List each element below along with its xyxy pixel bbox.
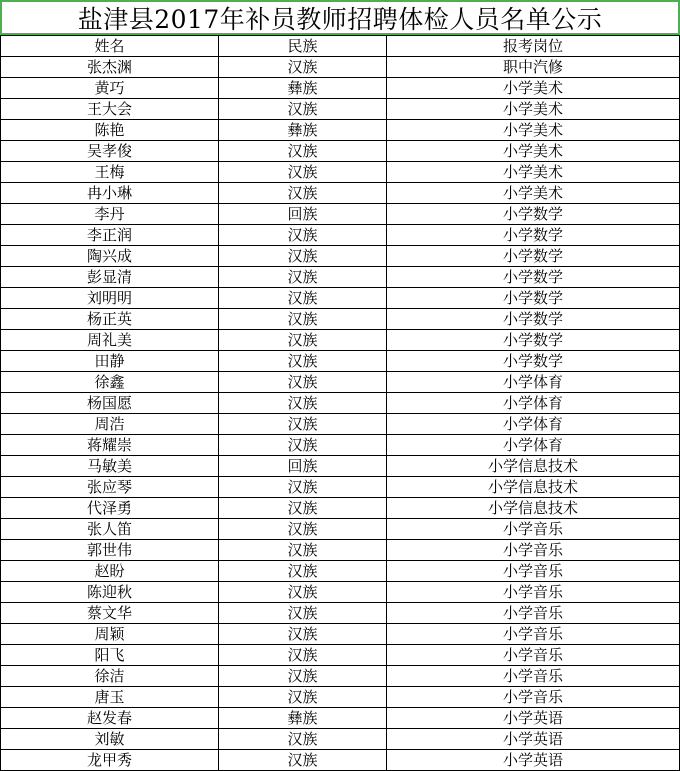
table-row bbox=[1, 645, 680, 666]
cell-ethnicity[interactable]: 汉族 bbox=[219, 435, 387, 456]
table-row bbox=[1, 309, 680, 330]
cell-ethnicity[interactable]: 彝族 bbox=[219, 120, 387, 141]
table-row bbox=[1, 750, 680, 771]
cell-position[interactable]: 小学美术 bbox=[387, 99, 680, 120]
table-body bbox=[1, 57, 680, 771]
cell-ethnicity[interactable]: 回族 bbox=[219, 456, 387, 477]
cell-position[interactable]: 小学美术 bbox=[387, 141, 680, 162]
table-row bbox=[1, 99, 680, 120]
cell-name[interactable]: 马敏美 bbox=[1, 456, 219, 477]
cell-name[interactable]: 徐鑫 bbox=[1, 372, 219, 393]
table-row bbox=[1, 456, 680, 477]
cell-ethnicity[interactable]: 汉族 bbox=[219, 246, 387, 267]
table-row bbox=[1, 666, 680, 687]
cell-name[interactable]: 李丹 bbox=[1, 204, 219, 225]
cell-name[interactable]: 陈迎秋 bbox=[1, 582, 219, 603]
cell-name[interactable]: 黄巧 bbox=[1, 78, 219, 99]
cell-ethnicity[interactable]: 汉族 bbox=[219, 540, 387, 561]
cell-ethnicity[interactable]: 汉族 bbox=[219, 267, 387, 288]
cell-name[interactable]: 王大会 bbox=[1, 99, 219, 120]
cell-position[interactable]: 小学数学 bbox=[387, 288, 680, 309]
cell-position[interactable]: 小学体育 bbox=[387, 372, 680, 393]
header-name[interactable]: 姓名 bbox=[1, 36, 219, 57]
table-row bbox=[1, 120, 680, 141]
cell-ethnicity[interactable]: 汉族 bbox=[219, 372, 387, 393]
cell-position[interactable]: 小学数学 bbox=[387, 330, 680, 351]
table-row bbox=[1, 141, 680, 162]
cell-name[interactable]: 陶兴成 bbox=[1, 246, 219, 267]
cell-name[interactable]: 周浩 bbox=[1, 414, 219, 435]
cell-name[interactable]: 冉小琳 bbox=[1, 183, 219, 204]
cell-ethnicity[interactable]: 汉族 bbox=[219, 561, 387, 582]
cell-name[interactable]: 周颖 bbox=[1, 624, 219, 645]
cell-name[interactable]: 彭显清 bbox=[1, 267, 219, 288]
cell-position[interactable]: 小学音乐 bbox=[387, 687, 680, 708]
cell-position[interactable]: 小学英语 bbox=[387, 708, 680, 729]
cell-position[interactable]: 小学美术 bbox=[387, 78, 680, 99]
cell-position[interactable]: 小学音乐 bbox=[387, 582, 680, 603]
cell-position[interactable]: 小学美术 bbox=[387, 162, 680, 183]
cell-name[interactable]: 赵发春 bbox=[1, 708, 219, 729]
cell-position[interactable]: 小学数学 bbox=[387, 351, 680, 372]
cell-name[interactable]: 蔡文华 bbox=[1, 603, 219, 624]
table-row bbox=[1, 729, 680, 750]
cell-position[interactable]: 小学音乐 bbox=[387, 624, 680, 645]
cell-position[interactable]: 小学美术 bbox=[387, 183, 680, 204]
table-row bbox=[1, 477, 680, 498]
cell-name[interactable]: 杨国愿 bbox=[1, 393, 219, 414]
cell-name[interactable]: 张人笛 bbox=[1, 519, 219, 540]
cell-ethnicity[interactable]: 汉族 bbox=[219, 330, 387, 351]
candidate-table bbox=[0, 35, 680, 771]
table-row bbox=[1, 498, 680, 519]
cell-position[interactable]: 小学音乐 bbox=[387, 603, 680, 624]
table-row bbox=[1, 540, 680, 561]
table-row bbox=[1, 330, 680, 351]
cell-position[interactable]: 小学数学 bbox=[387, 267, 680, 288]
table-row bbox=[1, 687, 680, 708]
table-row bbox=[1, 624, 680, 645]
cell-ethnicity[interactable]: 汉族 bbox=[219, 645, 387, 666]
cell-position[interactable]: 小学数学 bbox=[387, 246, 680, 267]
table-row bbox=[1, 78, 680, 99]
cell-position[interactable]: 小学音乐 bbox=[387, 645, 680, 666]
cell-position[interactable]: 小学体育 bbox=[387, 435, 680, 456]
cell-name[interactable]: 阳飞 bbox=[1, 645, 219, 666]
cell-name[interactable]: 刘明明 bbox=[1, 288, 219, 309]
cell-position[interactable]: 小学信息技术 bbox=[387, 498, 680, 519]
cell-ethnicity[interactable]: 汉族 bbox=[219, 519, 387, 540]
cell-position[interactable]: 小学美术 bbox=[387, 120, 680, 141]
cell-name[interactable]: 张应琴 bbox=[1, 477, 219, 498]
cell-name[interactable]: 陈艳 bbox=[1, 120, 219, 141]
cell-name[interactable]: 徐洁 bbox=[1, 666, 219, 687]
table-row bbox=[1, 183, 680, 204]
cell-ethnicity[interactable]: 汉族 bbox=[219, 582, 387, 603]
cell-ethnicity[interactable]: 汉族 bbox=[219, 183, 387, 204]
table-row bbox=[1, 162, 680, 183]
table-row bbox=[1, 225, 680, 246]
cell-ethnicity[interactable]: 汉族 bbox=[219, 498, 387, 519]
cell-ethnicity[interactable]: 汉族 bbox=[219, 624, 387, 645]
cell-position[interactable]: 小学音乐 bbox=[387, 519, 680, 540]
cell-ethnicity[interactable]: 回族 bbox=[219, 204, 387, 225]
cell-name[interactable]: 杨正英 bbox=[1, 309, 219, 330]
cell-position[interactable]: 小学英语 bbox=[387, 729, 680, 750]
title-cell[interactable] bbox=[0, 0, 680, 35]
table-row bbox=[1, 204, 680, 225]
table-row bbox=[1, 351, 680, 372]
cell-position[interactable]: 小学音乐 bbox=[387, 540, 680, 561]
cell-name[interactable]: 张杰渊 bbox=[1, 57, 219, 78]
cell-position[interactable]: 小学音乐 bbox=[387, 561, 680, 582]
cell-position[interactable]: 小学信息技术 bbox=[387, 477, 680, 498]
cell-position[interactable]: 小学数学 bbox=[387, 204, 680, 225]
cell-ethnicity[interactable]: 汉族 bbox=[219, 351, 387, 372]
cell-name[interactable]: 刘敏 bbox=[1, 729, 219, 750]
cell-ethnicity[interactable]: 汉族 bbox=[219, 225, 387, 246]
cell-name[interactable]: 蒋耀崇 bbox=[1, 435, 219, 456]
cell-position[interactable]: 小学数学 bbox=[387, 309, 680, 330]
cell-name[interactable]: 王梅 bbox=[1, 162, 219, 183]
cell-ethnicity[interactable]: 汉族 bbox=[219, 414, 387, 435]
table-row bbox=[1, 435, 680, 456]
cell-position[interactable]: 小学英语 bbox=[387, 750, 680, 771]
table-row bbox=[1, 708, 680, 729]
cell-ethnicity[interactable]: 汉族 bbox=[219, 141, 387, 162]
cell-ethnicity[interactable]: 汉族 bbox=[219, 288, 387, 309]
cell-name[interactable]: 龙甲秀 bbox=[1, 750, 219, 771]
cell-ethnicity[interactable]: 汉族 bbox=[219, 666, 387, 687]
cell-ethnicity[interactable]: 汉族 bbox=[219, 393, 387, 414]
cell-position[interactable]: 小学体育 bbox=[387, 414, 680, 435]
cell-ethnicity[interactable]: 汉族 bbox=[219, 162, 387, 183]
cell-ethnicity[interactable]: 汉族 bbox=[219, 309, 387, 330]
table-row bbox=[1, 582, 680, 603]
cell-ethnicity[interactable]: 汉族 bbox=[219, 729, 387, 750]
cell-position[interactable]: 小学音乐 bbox=[387, 666, 680, 687]
cell-ethnicity[interactable]: 彝族 bbox=[219, 708, 387, 729]
cell-position[interactable]: 职中汽修 bbox=[387, 57, 680, 78]
table-row bbox=[1, 288, 680, 309]
cell-ethnicity[interactable]: 汉族 bbox=[219, 603, 387, 624]
cell-ethnicity[interactable]: 彝族 bbox=[219, 78, 387, 99]
header-position[interactable]: 报考岗位 bbox=[387, 36, 680, 57]
table-row bbox=[1, 372, 680, 393]
cell-name[interactable]: 代泽勇 bbox=[1, 498, 219, 519]
table-row bbox=[1, 57, 680, 78]
header-ethnicity[interactable]: 民族 bbox=[219, 36, 387, 57]
table-row bbox=[1, 519, 680, 540]
table-row bbox=[1, 561, 680, 582]
table-row bbox=[1, 267, 680, 288]
cell-position[interactable]: 小学数学 bbox=[387, 225, 680, 246]
page-title: 盐津县2017年补员教师招聘体检人员名单公示 bbox=[77, 4, 603, 34]
cell-ethnicity[interactable]: 汉族 bbox=[219, 477, 387, 498]
cell-ethnicity[interactable]: 汉族 bbox=[219, 99, 387, 120]
header-row bbox=[1, 36, 680, 57]
cell-ethnicity[interactable]: 汉族 bbox=[219, 750, 387, 771]
cell-ethnicity[interactable]: 汉族 bbox=[219, 57, 387, 78]
cell-name[interactable]: 郭世伟 bbox=[1, 540, 219, 561]
cell-name[interactable]: 唐玉 bbox=[1, 687, 219, 708]
table-row bbox=[1, 414, 680, 435]
table-row bbox=[1, 246, 680, 267]
cell-name[interactable]: 周礼美 bbox=[1, 330, 219, 351]
cell-position[interactable]: 小学体育 bbox=[387, 393, 680, 414]
table-row bbox=[1, 603, 680, 624]
cell-name[interactable]: 田静 bbox=[1, 351, 219, 372]
cell-ethnicity[interactable]: 汉族 bbox=[219, 687, 387, 708]
cell-position[interactable]: 小学信息技术 bbox=[387, 456, 680, 477]
table-row bbox=[1, 393, 680, 414]
cell-name[interactable]: 吴孝俊 bbox=[1, 141, 219, 162]
cell-name[interactable]: 赵盼 bbox=[1, 561, 219, 582]
cell-name[interactable]: 李正润 bbox=[1, 225, 219, 246]
